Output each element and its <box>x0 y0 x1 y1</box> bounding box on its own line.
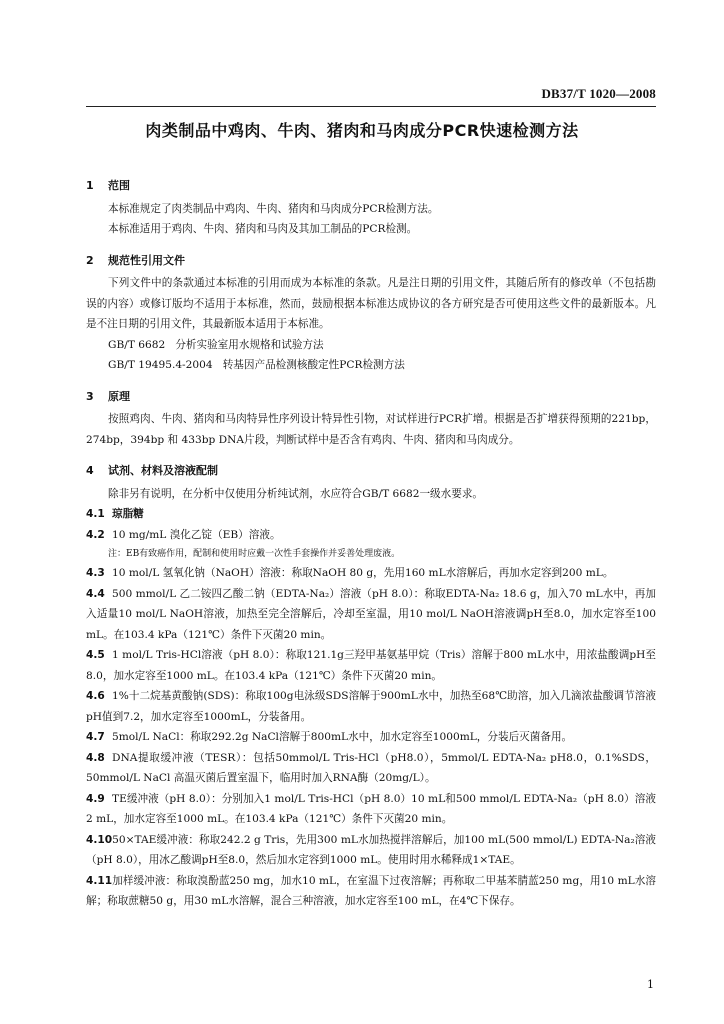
section-number: 2 <box>86 253 94 267</box>
section-number: 4 <box>86 464 94 477</box>
clause-item <box>86 584 656 646</box>
clause-text: 1 mol/L Tris-HCl溶液（pH 8.0）：称取121.1g三羟甲基氨基甲烷（Tris）溶解于800 mL水中，用浓盐酸调pH至8.0，加水定容至1000 mL。在103.4 kPa（121℃）条件下灭菌20 min。 <box>86 649 656 682</box>
document-body <box>86 176 656 912</box>
clause-text: 1%十二烷基黄酸钠(SDS)：称取100g电泳级SDS溶解于900mL水中，加热至68℃助溶，加入几滴浓盐酸调节溶液pH值到7.2，加水定容至1000mL，分装备用。 <box>86 690 656 723</box>
section-title: 规范性引用文件 <box>108 253 185 267</box>
paragraph: 除非另有说明，在分析中仅使用分析纯试剂，水应符合GB/T 6682一级水要求。 <box>108 487 484 500</box>
header-rule <box>86 106 656 107</box>
clause-item <box>86 504 656 525</box>
clause-item <box>86 686 656 727</box>
clause-number: 4.3 <box>86 567 105 579</box>
clause-text: 500 mmol/L 乙二铵四乙酸二钠（EDTA-Na₂）溶液（pH 8.0）：称取EDTA-Na₂ 18.6 g，加入70 mL水中，再加入适量10 mol/L NaOH溶液，加热至完全溶解后，冷却至室温，用10 mol/L NaOH溶液调pH至8.0，加水定容至100 mL。在103.4 kPa（121℃）条件下灭菌20 min。 <box>86 587 656 641</box>
clause-item <box>86 563 656 584</box>
section-title: 原理 <box>108 389 130 403</box>
standard-code: DB37/T 1020—2008 <box>541 86 656 101</box>
clause-number: 4.6 <box>86 690 105 702</box>
clause-text: 加样缓冲液：称取溴酚蓝250 mg，加水10 mL，在室温下过夜溶解；再称取二甲基苯腈蓝250 mg，用10 mL水溶解；称取蔗糖50 g，用30 mL水溶解，混合三种溶液，加水定容至100 mL，在4℃下保存。 <box>86 874 656 907</box>
clause-item <box>86 748 656 789</box>
section-title: 范围 <box>108 179 130 192</box>
paragraph: 本标准规定了肉类制品中鸡肉、牛肉、猪肉和马肉成分PCR检测方法。 <box>108 202 439 215</box>
section-heading-scope <box>86 176 656 197</box>
page-number: 1 <box>647 978 654 991</box>
paragraph: 本标准适用于鸡肉、牛肉、猪肉和马肉及其加工制品的PCR检测。 <box>108 223 418 235</box>
section-heading-principle <box>86 387 656 408</box>
clause-item <box>86 871 656 912</box>
clause-item <box>86 525 656 546</box>
section-heading-reagents <box>86 461 656 482</box>
clause-item <box>86 830 656 871</box>
clause-text: TE缓冲液（pH 8.0）：分别加入1 mol/L Tris-HCl（pH 8.0）10 mL和500 mmol/L EDTA-Na₂（pH 8.0）溶液2 mL，加水定容至1000 mL。在103.4 kPa（121℃）条件下灭菌20 min。 <box>86 792 656 825</box>
clause-text: 10 mg/mL 溴化乙锭（EB）溶液。 <box>112 528 281 541</box>
section-heading-normative-references <box>86 251 656 272</box>
clause-number: 4.9 <box>86 792 105 805</box>
clause-number: 4.1 <box>86 508 105 520</box>
document-title: 肉类制品中鸡肉、牛肉、猪肉和马肉成分PCR快速检测方法 <box>145 121 579 140</box>
section-number: 1 <box>86 179 94 192</box>
clause-item <box>86 645 656 686</box>
section-number: 3 <box>86 389 94 403</box>
reference-item: GB/T 19495.4-2004 转基因产品检测核酸定性PCR检测方法 <box>108 359 405 371</box>
clause-number: 4.10 <box>86 833 113 846</box>
clause-text: DNA提取缓冲液（TESR）：包括50mmol/L Tris-HCl（pH8.0），5mmol/L EDTA-Na₂ pH8.0，0.1%SDS，50mmol/L NaCl 高温灭菌后置室温下，临用时加入RNA酶（20mg/L）。 <box>86 751 656 784</box>
clause-item <box>86 789 656 830</box>
note: 注：EB有致癌作用，配制和使用时应戴一次性手套操作并妥善处理废液。 <box>108 549 401 559</box>
section-title: 试剂、材料及溶液配制 <box>108 464 218 477</box>
clause-text: 5mol/L NaCl：称取292.2g NaCl溶解于800mL水中，加水定容至1000mL，分装后灭菌备用。 <box>112 731 573 743</box>
clause-text: 50×TAE缓冲液：称取242.2 g Tris，先用300 mL水加热搅拌溶解后，加100 mL(500 mmol/L) EDTA-Na₂溶液（pH 8.0），用冰乙酸调pH至8.0，然后加水定容到1000 mL。使用时用水稀释成1×TAE。 <box>86 833 656 866</box>
clause-number: 4.8 <box>86 751 105 764</box>
clause-number: 4.11 <box>86 874 113 887</box>
clause-number: 4.4 <box>86 587 105 600</box>
clause-number: 4.2 <box>86 528 105 541</box>
clause-number: 4.5 <box>86 649 105 661</box>
clause-text: 琼脂糖 <box>112 508 144 520</box>
clause-item <box>86 727 656 748</box>
paragraph: 按照鸡肉、牛肉、猪肉和马肉特异性序列设计特异性引物，对试样进行PCR扩增。根据是否扩增获得预期的221bp，274bp，394bp 和 433bp DNA片段，判断试样中是否含有鸡肉、牛肉、猪肉和马肉成分。 <box>86 413 656 446</box>
clause-number: 4.7 <box>86 731 105 743</box>
clause-text: 10 mol/L 氢氧化钠（NaOH）溶液：称取NaOH 80 g，先用160 mL水溶解后，再加水定容到200 mL。 <box>112 567 614 579</box>
reference-item: GB/T 6682 分析实验室用水规格和试验方法 <box>108 338 324 351</box>
paragraph: 下列文件中的条款通过本标准的引用而成为本标准的条款。凡是注日期的引用文件，其随后所有的修改单（不包括勘误的内容）或修订版均不适用于本标准，然而，鼓励根据本标准达成协议的各方研究是否可使用这些文件的最新版本。凡是不注日期的引用文件，其最新版本适用于本标准。 <box>86 277 656 330</box>
